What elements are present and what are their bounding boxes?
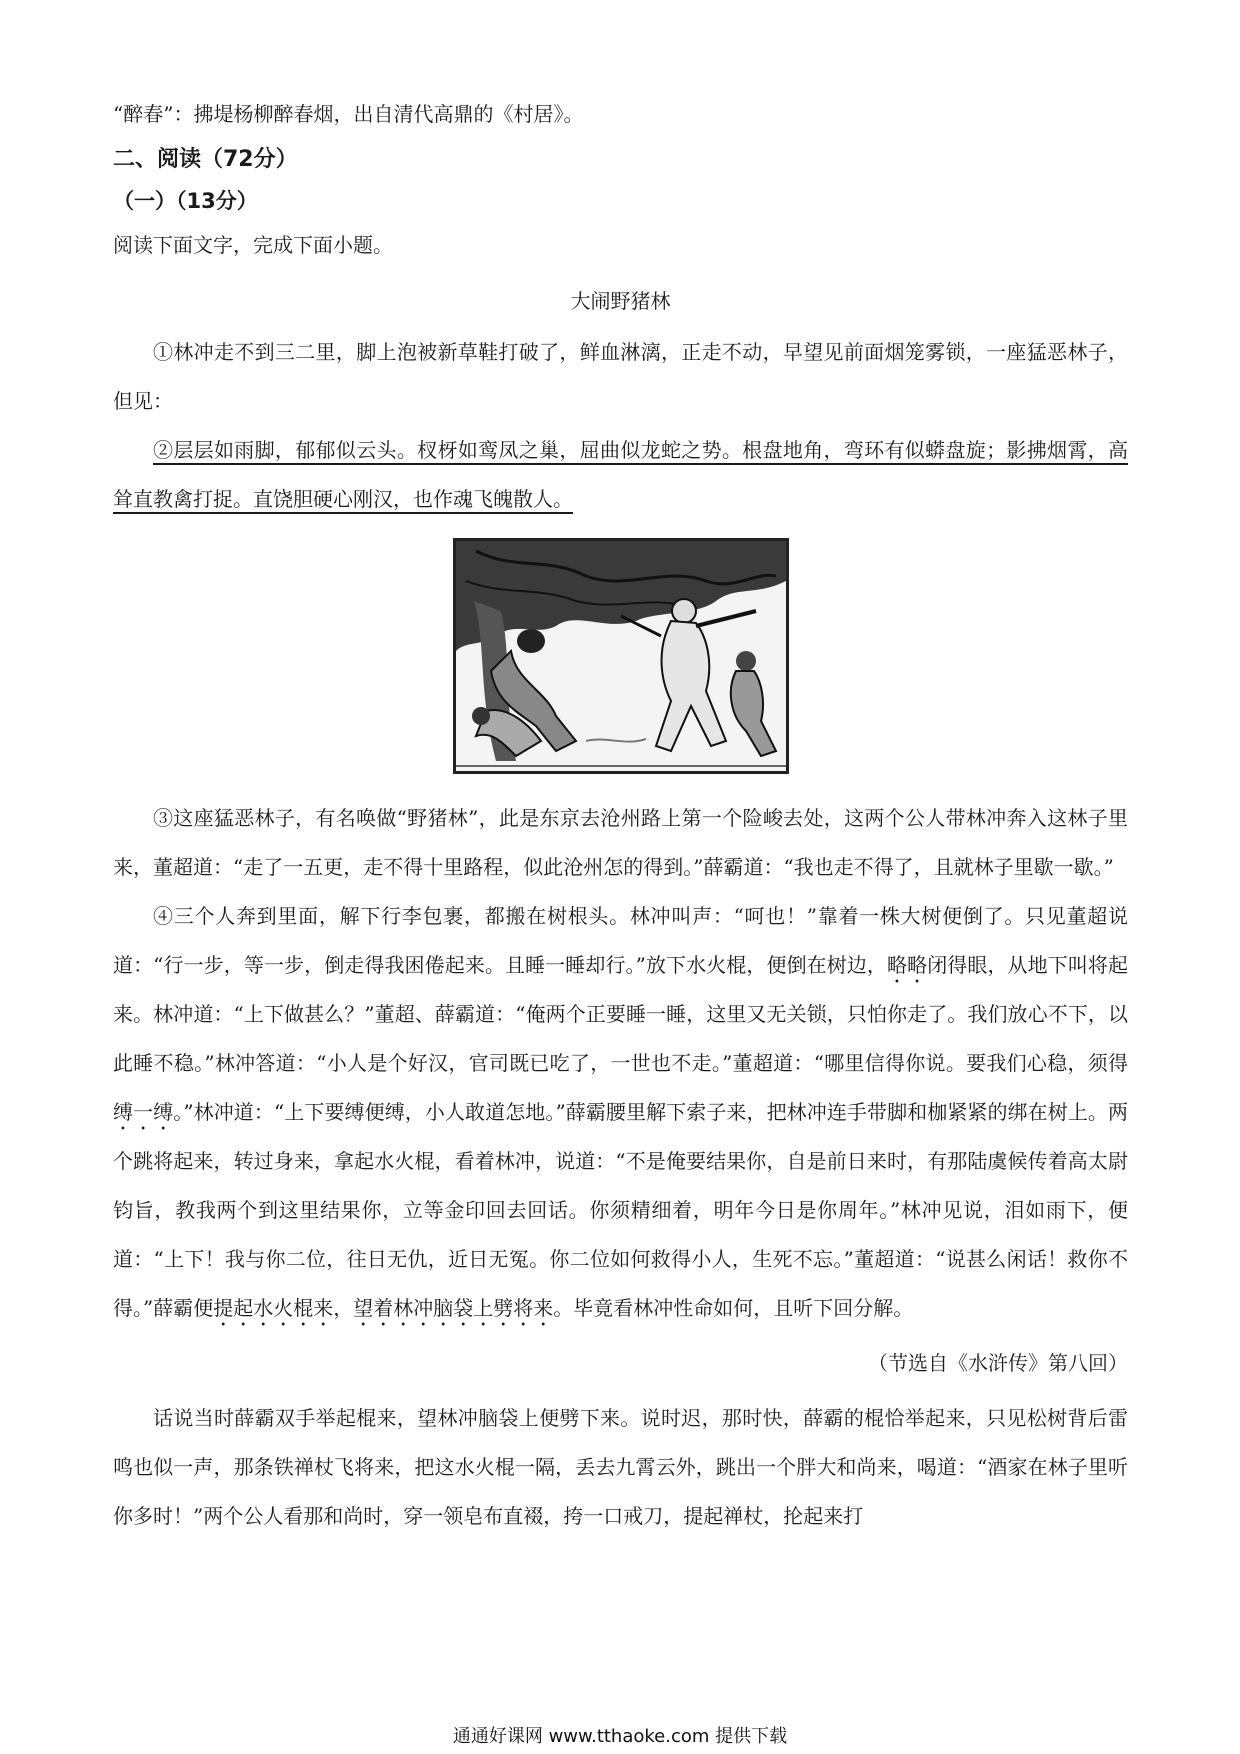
emphasis-dotted-2: 缚一缚 bbox=[113, 1100, 174, 1124]
paragraph-4-part-d: 。毕竟看林冲性命如何，且听下回分解。 bbox=[553, 1296, 914, 1320]
passage-title: 大闹野猪林 bbox=[570, 289, 671, 313]
paragraph-3: ③这座猛恶林子，有名唤做“野猪林”，此是东京去沧州路上第一个险峻去处，这两个公人带林冲奔入这林子里来，董超道：“走了一五更，走不得十里路程，似此沧州怎的得到。”薛霸道：“我也走不得了，且就林子里歇一歇。” bbox=[113, 806, 1128, 879]
woodcut-illustration bbox=[456, 541, 786, 771]
paragraph-4-part-c: 。”林冲道：“上下要缚便缚，小人敢道怎地。”薛霸腰里解下索子来，把林冲连手带脚和枷紧紧的绑在树上。两个跳将起来，转过身来，拿起水火棍，看着林冲，说道：“不是俺要结果你，自是前日来时，有那陆虞候传着高太尉钧旨，教我两个到这里结果你，立等金印回去回话。你须精细着，明年今日是你周年。”林冲见说，泪如雨下，便道：“上下！我与你二位，往日无仇，近日无冤。你二位如何救得小人，生死不忘。”董超道：“说甚么闲话！救你不得。”薛霸便 bbox=[113, 1100, 1128, 1320]
instruction: 阅读下面文字，完成下面小题。 bbox=[113, 233, 393, 257]
emphasis-dotted-3: 提起水火棍来，望着林冲脑袋上劈将来 bbox=[213, 1296, 554, 1320]
paragraph-1: ①林冲走不到三二里，脚上泡被新草鞋打破了，鲜血淋漓，正走不动，早望见前面烟笼雾锁，一座猛恶林子，但见： bbox=[113, 340, 1128, 413]
footer-credit: 通通好课网 www.tthaoke.com 提供下载 bbox=[452, 1726, 788, 1747]
paragraph-4-part-a: ④三个人奔到里面，解下行李包裹，都搬在树根头。林冲叫声：“呵也！”靠着一株大树便倒了。只见董超说道：“行一步，等一步，倒走得我困倦起来。且睡一睡却行。”放下水火棍，便倒在树边， bbox=[113, 904, 1128, 977]
source-citation: （节选自《水浒传》第八回） bbox=[868, 1351, 1128, 1375]
section-heading: 二、阅读（72分） bbox=[113, 147, 298, 172]
sub-heading: （一）（13分） bbox=[113, 189, 258, 213]
intro-line: “醉春”：拂堤杨柳醉春烟，出自清代高鼎的《村居》。 bbox=[113, 102, 584, 126]
paragraph-4 bbox=[113, 892, 1128, 1333]
illustration-image bbox=[453, 538, 789, 774]
paragraph-5: 话说当时薛霸双手举起棍来，望林冲脑袋上便劈下来。说时迟，那时快，薛霸的棍恰举起来，只见松树背后雷鸣也似一声，那条铁禅杖飞将来，把这水火棍一隔，丢去九霄云外，跳出一个胖大和尚来，喝道：“酒家在林子里听你多时！”两个公人看那和尚时，穿一领皂布直裰，挎一口戒刀，提起禅杖，抡起来打 bbox=[113, 1406, 1128, 1528]
underlined-passage: ②层层如雨脚，郁郁似云头。杈枒如鸾凤之巢，屈曲似龙蛇之势。根盘地角，弯环有似蟒盘旋；影拂烟霄，高耸直教禽打捉。直饶胆硬心刚汉，也作魂飞魄散人。 bbox=[113, 438, 1128, 511]
emphasis-dotted-1: 略略 bbox=[887, 953, 928, 977]
paragraph-2 bbox=[113, 426, 1128, 524]
document-page bbox=[113, 90, 1128, 1541]
paragraph-4-part-b: 闭得眼，从地下叫将起来。林冲道：“上下做甚么？”董超、薛霸道：“俺两个正要睡一睡，这里又无关锁，只怕你走了。我们放心不下，以此睡不稳。”林冲答道：“小人是个好汉，官司既已吃了，一世也不走。”董超道：“哪里信得你说。要我们心稳，须得 bbox=[113, 953, 1129, 1075]
